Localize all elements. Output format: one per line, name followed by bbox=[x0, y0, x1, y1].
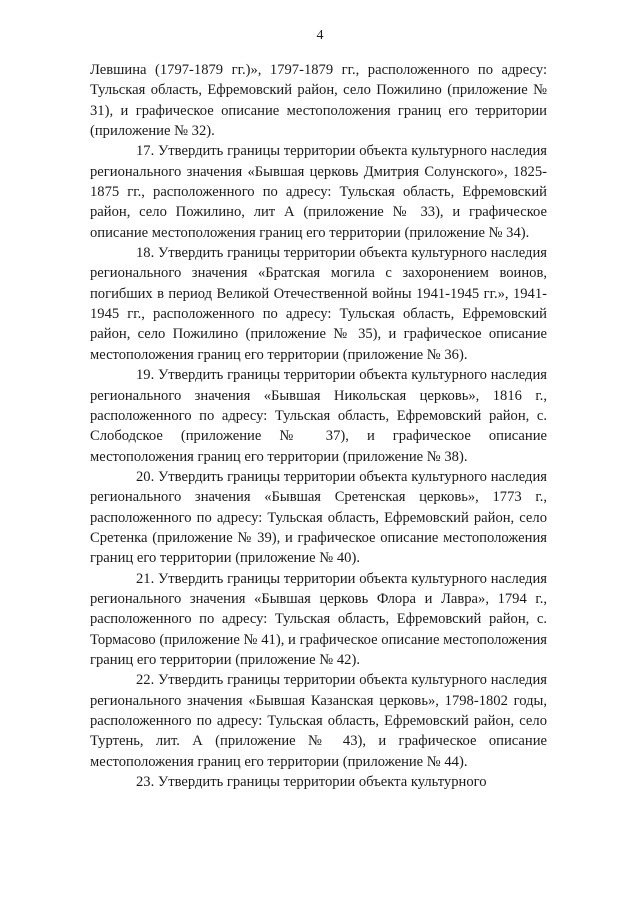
document-body bbox=[90, 60, 547, 792]
paragraph-item-21: 21. Утвердить границы территории объекта культурного наследия регионального значения «Бывшая церковь Флора и Лавра», 1794 г., расположенного по адресу: Тульская область, Ефремовский район, с. Тормасово (приложение № 41), и графическое описание местоположения границ его территории (приложение № 42). bbox=[90, 570, 547, 668]
paragraph-item-17: 17. Утвердить границы территории объекта культурного наследия регионального значения «Бывшая церковь Дмитрия Солунского», 1825-1875 гг., расположенного по адресу: Тульская область, Ефремовский район, село Пожилино, лит А (приложение № 33), и графическое описание местоположения границ его территории (приложение № 34). bbox=[90, 143, 547, 241]
paragraph-item-22: 22. Утвердить границы территории объекта культурного наследия регионального значения «Бывшая Казанская церковь», 1798-1802 годы, расположенного по адресу: Тульская область, Ефремовский район, село Туртень, лит. А (приложение № 43), и графическое описание местоположения границ его территории (приложение № 44). bbox=[90, 672, 547, 770]
paragraph-item-18: 18. Утвердить границы территории объекта культурного наследия регионального значения «Братская могила с захоронением воинов, погибших в период Великой Отечественной войны 1941-1945 гг.», 1941-1945 гг., расположенного по адресу: Тульская область, Ефремовский район, село Пожилино (приложение № 35), и графическое описание местоположения границ его территории (приложение № 36). bbox=[90, 245, 547, 363]
paragraph-item-20: 20. Утвердить границы территории объекта культурного наследия регионального значения «Бывшая Сретенская церковь», 1773 г., расположенного по адресу: Тульская область, Ефремовский район, село Сретенка (приложение № 39), и графическое описание местоположения границ его территории (приложение № 40). bbox=[90, 468, 547, 567]
page-number: 4 bbox=[316, 28, 324, 43]
paragraph-continuation: Левшина (1797-1879 гг.)», 1797-1879 гг., расположенного по адресу: Тульская область, Ефремовский район, село Пожилино (приложение № 31), и графическое описание местоположения границ его территории (приложение № 32). bbox=[90, 62, 547, 140]
paragraph-item-23: 23. Утвердить границы территории объекта культурного bbox=[136, 774, 487, 791]
paragraph-item-19: 19. Утвердить границы территории объекта культурного наследия регионального значения «Бывшая Никольская церковь», 1816 г., расположенного по адресу: Тульская область, Ефремовский район, с. Слободское (приложение № 37), и графическое описание местоположения границ его территории (приложение № 38). bbox=[90, 367, 547, 465]
